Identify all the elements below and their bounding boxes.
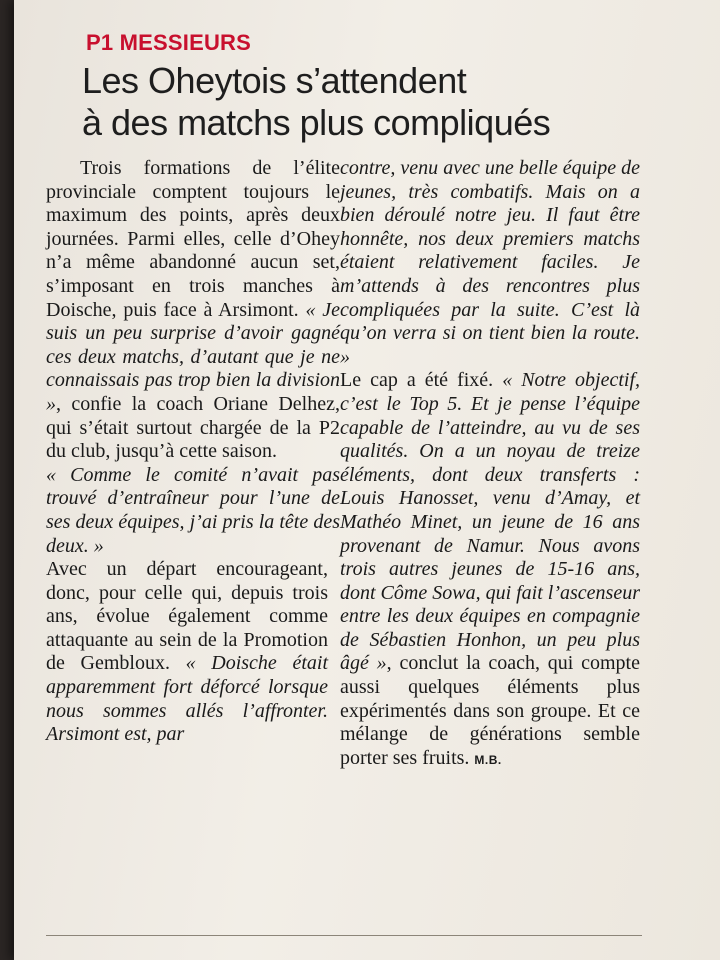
- right-p2-quote: « Notre objectif, c’est le Top 5. Et je pense l’équipe capable de l’atteindre, au vu de ses qualités. On a un noyau de treize éléments, dont deux transferts : Louis Hanosset, venu d’Amay, et Mathéo Minet, un jeune de 16 ans provenant de Namur. Nous avons trois autres jeunes de 15-16 ans, dont Côme Sowa, qui fait l’ascenseur entre les deux équipes en compagnie de Sébastien Honhon, un peu plus âgé »: [340, 369, 641, 675]
- section-kicker: P1 MESSIEURS: [86, 30, 252, 55]
- right-p1-quote: contre, venu avec une belle équipe de jeunes, très combatifs. Mais on a bien déroulé notre jeu. Il faut être honnête, nos deux premiers matchs étaient relativement faciles. Je m’attends à des rencontres plus compliquées par la suite. C’est là qu’on verra si on tient bien la route. »: [340, 157, 640, 368]
- article-column-right: [340, 157, 640, 772]
- article-column-left: [46, 157, 340, 747]
- left-p3-quote: « Doische était apparemment fort déforcé lorsque nous sommes allés l’affronter. Arsimont est, par: [46, 652, 329, 746]
- article-headline: [82, 60, 682, 144]
- right-paragraph-1: [340, 157, 640, 369]
- left-paragraph-1: [46, 157, 340, 464]
- headline-line-1: Les Oheytois s’attendent: [82, 60, 467, 101]
- author-signature: M.B.: [474, 752, 502, 767]
- left-paragraph-2: [46, 464, 340, 558]
- left-p1-text: Trois formations de l’élite provinciale comptent toujours le maximum des points, après deux journées. Parmi elles, celle d’Ohey n’a même abandonné aucun set, s’imposant en trois manches à Doische, puis face à Arsimont.: [46, 157, 340, 321]
- right-p2-end: , conclut la coach, qui compte aussi quelques éléments plus expérimentés dans son groupe. Et ce mélange de générations semble porter ses fruits.: [340, 652, 640, 769]
- right-paragraph-2: [340, 369, 640, 772]
- bottom-divider: [46, 935, 642, 936]
- left-p2-quote: « Comme le comité n’avait pas trouvé d’entraîneur pour l’une de ses deux équipes, j’ai pris la tête des deux. »: [46, 463, 340, 557]
- left-p3-text: Avec un départ encourageant, donc, pour celle qui, depuis trois ans, évolue également comme attaquante au sein de la Promotion de Gembloux.: [46, 558, 328, 675]
- left-p1-quote: « Je suis un peu surprise d’avoir gagné ces deux matchs, d’autant que je ne connaissais pas trop bien la division »: [46, 298, 340, 415]
- right-p2-start: Le cap a été fixé.: [340, 369, 494, 392]
- left-p1-end: , confie la coach Oriane Delhez, qui s’était surtout chargée de la P2 du club, jusqu’à cette saison.: [46, 392, 340, 463]
- left-paragraph-3: [46, 558, 328, 747]
- headline-line-2: à des matchs plus compliqués: [82, 102, 551, 143]
